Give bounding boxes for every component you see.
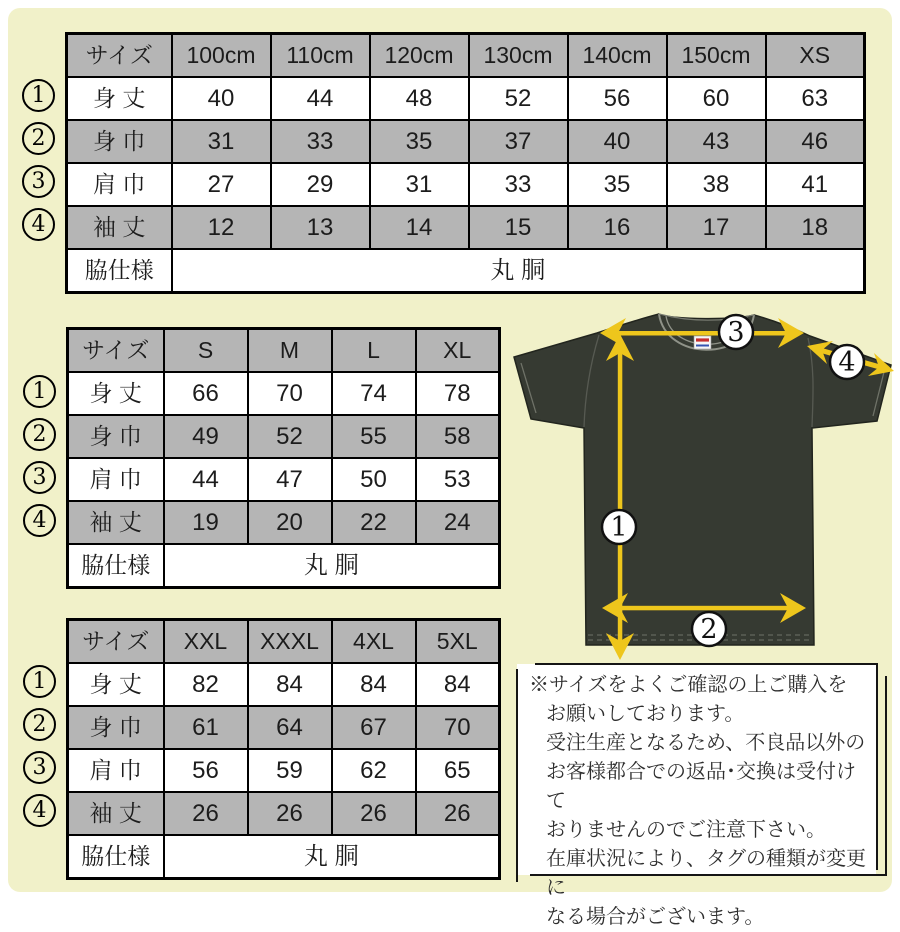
svg-text:2: 2 [700,614,718,645]
size-column-header: L [332,329,416,373]
measurement-label: 身 丈 [68,372,164,415]
side-spec-label: 脇仕様 [68,544,164,588]
measurement-value: 26 [164,792,248,835]
measurement-value: 20 [248,501,332,544]
purchase-notice-text [529,671,869,932]
row-marker-1: 1 [23,665,56,698]
notice-line: お願いしております。 [546,703,745,725]
measurement-label: 身 巾 [68,706,164,749]
size-column-header: XL [416,329,500,373]
footer-row [67,249,865,293]
measurement-value: 84 [416,663,500,706]
measurement-value: 16 [568,206,667,249]
size-table-plus [66,618,501,880]
measurement-value: 31 [172,120,271,163]
measurement-value: 13 [271,206,370,249]
measurement-value: 62 [332,749,416,792]
measurement-value: 64 [248,706,332,749]
measurement-value: 35 [370,120,469,163]
row-marker-3: 3 [23,461,56,494]
size-column-header: 150cm [667,34,766,78]
measurement-value: 50 [332,458,416,501]
row-marker-1: 1 [22,79,55,112]
measurement-value: 43 [667,120,766,163]
size-column-header: M [248,329,332,373]
tshirt-measurement-diagram [505,298,900,665]
measurement-row [67,206,865,249]
svg-text:1: 1 [610,512,628,543]
measurement-value: 53 [416,458,500,501]
measurement-value: 84 [332,663,416,706]
measurement-value: 33 [469,163,568,206]
measurement-value: 78 [416,372,500,415]
notice-border-left [516,669,518,882]
notice-line: ※サイズをよくご確認の上ご購入を [529,674,848,696]
measurement-value: 47 [248,458,332,501]
measurement-value: 17 [667,206,766,249]
measurement-row [68,372,500,415]
measurement-value: 40 [172,77,271,120]
header-row [67,34,865,78]
size-column-header: S [164,329,248,373]
side-spec-label: 脇仕様 [67,249,172,293]
measurement-value: 41 [766,163,865,206]
measurement-value: 44 [164,458,248,501]
measurement-value: 38 [667,163,766,206]
measurement-label: 肩 巾 [68,749,164,792]
size-column-header: 5XL [416,620,500,664]
measurement-value: 44 [271,77,370,120]
measurement-value: 27 [172,163,271,206]
measurement-value: 56 [568,77,667,120]
size-column-header: 130cm [469,34,568,78]
brand-tag-icon [694,336,711,349]
notice-line: 受注生産となるため、不良品以外の [546,732,866,754]
measurement-value: 22 [332,501,416,544]
measurement-label: 身 丈 [68,663,164,706]
notice-border-right [876,663,878,870]
size-column-header: 120cm [370,34,469,78]
measurement-value: 49 [164,415,248,458]
measurement-label: 肩 巾 [68,458,164,501]
row-marker-4: 4 [23,504,56,537]
diagram-marker-2 [692,612,726,646]
measurement-value: 18 [766,206,865,249]
row-marker-3: 3 [22,165,55,198]
row-marker-3: 3 [23,751,56,784]
measurement-value: 48 [370,77,469,120]
measurement-value: 70 [248,372,332,415]
measurement-value: 74 [332,372,416,415]
measurement-value: 24 [416,501,500,544]
measurement-row [68,501,500,544]
size-header-label: サイズ [68,329,164,373]
size-column-header: XXXL [248,620,332,664]
row-markers-kids [22,79,55,251]
measurement-row [67,77,865,120]
notice-border-right-offset [885,676,887,876]
row-markers-adult [23,375,56,547]
measurement-value: 67 [332,706,416,749]
measurement-value: 66 [164,372,248,415]
header-row [68,329,500,373]
row-marker-2: 2 [23,708,56,741]
measurement-row [67,120,865,163]
measurement-value: 31 [370,163,469,206]
measurement-row [68,415,500,458]
size-column-header: 4XL [332,620,416,664]
measurement-value: 52 [248,415,332,458]
notice-border-top [535,663,878,665]
side-spec-value: 丸 胴 [164,835,500,879]
measurement-value: 33 [271,120,370,163]
measurement-row [68,706,500,749]
measurement-value: 70 [416,706,500,749]
measurement-label: 袖 丈 [67,206,172,249]
measurement-value: 61 [164,706,248,749]
measurement-value: 56 [164,749,248,792]
row-marker-2: 2 [22,122,55,155]
header-row [68,620,500,664]
measurement-value: 14 [370,206,469,249]
measurement-value: 26 [248,792,332,835]
measurement-value: 15 [469,206,568,249]
measurement-label: 袖 丈 [68,792,164,835]
measurement-value: 63 [766,77,865,120]
size-header-label: サイズ [68,620,164,664]
measurement-row [68,792,500,835]
size-column-header: 140cm [568,34,667,78]
row-marker-2: 2 [23,418,56,451]
notice-line: お客様都合での返品･交換は受付けて [546,761,856,812]
measurement-value: 12 [172,206,271,249]
measurement-value: 29 [271,163,370,206]
svg-text:3: 3 [727,317,745,348]
footer-row [68,835,500,879]
side-spec-value: 丸 胴 [164,544,500,588]
measurement-label: 身 丈 [67,77,172,120]
size-column-header: XXL [164,620,248,664]
measurement-value: 19 [164,501,248,544]
measurement-row [68,749,500,792]
side-spec-label: 脇仕様 [68,835,164,879]
measurement-value: 46 [766,120,865,163]
measurement-value: 60 [667,77,766,120]
measurement-value: 26 [332,792,416,835]
size-column-header: 110cm [271,34,370,78]
size-column-header: XS [766,34,865,78]
measurement-label: 袖 丈 [68,501,164,544]
diagram-marker-3 [719,315,753,349]
measurement-row [67,163,865,206]
measurement-value: 65 [416,749,500,792]
row-marker-1: 1 [23,375,56,408]
diagram-marker-4 [830,345,864,379]
measurement-value: 55 [332,415,416,458]
row-marker-4: 4 [23,794,56,827]
svg-text:4: 4 [838,347,856,378]
notice-line: 在庫状況により、タグの種類が変更に [546,848,866,899]
diagram-marker-1 [602,510,636,544]
size-table-adult [66,327,501,589]
side-spec-value: 丸 胴 [172,249,865,293]
measurement-value: 35 [568,163,667,206]
measurement-row [68,458,500,501]
measurement-value: 52 [469,77,568,120]
measurement-label: 身 巾 [68,415,164,458]
measurement-value: 59 [248,749,332,792]
measurement-value: 37 [469,120,568,163]
notice-line: おりませんのでご注意下さい。 [546,819,826,841]
measurement-row [68,663,500,706]
measurement-value: 82 [164,663,248,706]
row-markers-plus [23,665,56,837]
measurement-value: 26 [416,792,500,835]
measurement-label: 身 巾 [67,120,172,163]
measurement-value: 40 [568,120,667,163]
size-header-label: サイズ [67,34,172,78]
notice-line: なる場合がございます。 [546,906,765,928]
size-table-kids [65,32,866,294]
measurement-value: 58 [416,415,500,458]
size-column-header: 100cm [172,34,271,78]
measurement-label: 肩 巾 [67,163,172,206]
footer-row [68,544,500,588]
measurement-value: 84 [248,663,332,706]
row-marker-4: 4 [22,208,55,241]
